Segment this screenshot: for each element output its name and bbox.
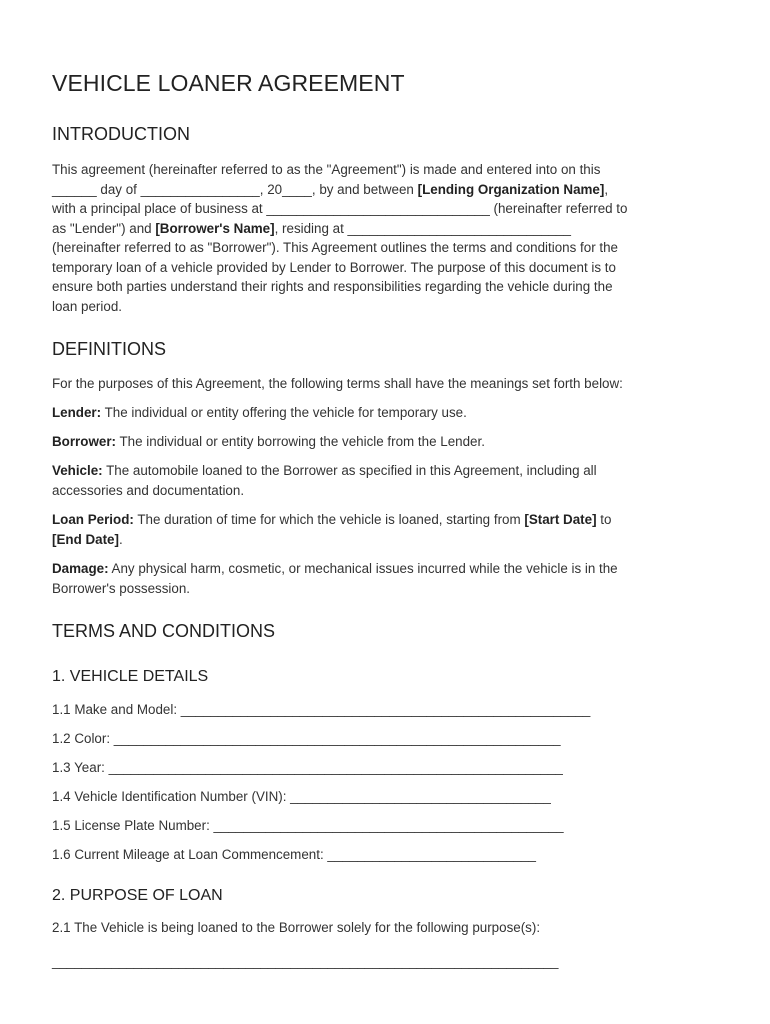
loan-period-definition-1: The duration of time for which the vehicle is loaned, starting from [133,512,525,527]
intro-line-2-text: ______ day of ________________, 20____, by and between [52,181,418,197]
intro-line-4 [52,219,732,239]
definition-damage [52,559,732,598]
intro-line-6: temporary loan of a vehicle provided by Lender to Borrower. The purpose of this document is to [52,259,616,275]
introduction-heading: INTRODUCTION [52,124,190,144]
purpose-clause-text: 2.1 The Vehicle is being loaned to the Borrower solely for the following purpose(s): [52,920,541,935]
definitions-heading: DEFINITIONS [52,339,167,359]
document-title: VEHICLE LOANER AGREEMENT [52,70,405,96]
borrower-name-placeholder: [Borrower's Name] [155,220,275,236]
borrower-term: Borrower: [52,434,116,449]
definition-loan-period [52,510,732,549]
vin-field: 1.4 Vehicle Identification Number (VIN): ___________________________________ [52,789,551,804]
lender-definition: The individual or entity offering the vehicle for temporary use. [101,405,467,420]
definition-lender [52,403,732,423]
intro-line-8: loan period. [52,298,122,314]
borrower-definition: The individual or entity borrowing the vehicle from the Lender. [116,434,485,449]
vehicle-detail-vin [52,787,732,807]
loan-period-term: Loan Period: [52,512,134,527]
vehicle-details-heading: 1. VEHICLE DETAILS [52,668,209,685]
purpose-blank-line: ____________________________________________________________________ [52,954,559,969]
vehicle-detail-license-plate [52,816,732,836]
definition-borrower [52,432,732,452]
intro-line-5: (hereinafter referred to as "Borrower"). This Agreement outlines the terms and conditions for the [52,240,618,255]
vehicle-detail-make-model [52,700,732,720]
loan-period-definition-2: to [596,512,612,527]
color-field: 1.2 Color: ____________________________________________________________ [52,731,561,746]
make-model-field: 1.1 Make and Model: _______________________________________________________ [52,702,591,717]
damage-definition-line-1: Any physical harm, cosmetic, or mechanical issues incurred while the vehicle is in the [108,561,618,576]
vehicle-detail-year [52,758,732,778]
purpose-blank [52,952,732,972]
license-plate-field: 1.5 License Plate Number: _______________________________________________ [52,818,564,833]
damage-definition-line-2: Borrower's possession. [52,580,191,596]
damage-term: Damage: [52,561,109,576]
start-date-placeholder: [Start Date] [524,512,597,527]
intro-line-4-text: as "Lender") and [52,220,156,236]
vehicle-definition-line-2: accessories and documentation. [52,482,245,498]
intro-line-3: with a principal place of business at ______________________________ (hereinafter referred to [52,201,628,216]
vehicle-detail-color [52,729,732,749]
year-field: 1.3 Year: _____________________________________________________________ [52,760,563,775]
intro-line-7: ensure both parties understand their rights and responsibilities regarding the vehicle during the [52,279,613,294]
intro-line-2-comma: , [604,181,609,197]
intro-line-1: This agreement (hereinafter referred to as the "Agreement") is made and entered into on this [52,162,601,177]
lending-organization-placeholder: [Lending Organization Name] [417,181,605,197]
definitions-intro [52,374,732,394]
purpose-clause [52,918,732,938]
mileage-field: 1.6 Current Mileage at Loan Commencement: ____________________________ [52,847,536,862]
vehicle-definition-line-1: The automobile loaned to the Borrower as specified in this Agreement, including all [102,463,597,478]
vehicle-term: Vehicle: [52,463,103,478]
definition-vehicle [52,461,732,500]
terms-heading: TERMS AND CONDITIONS [52,621,276,641]
end-date-placeholder: [End Date] [52,531,119,547]
loan-period-definition-3: . [118,531,123,547]
vehicle-detail-mileage [52,845,732,865]
intro-line-2 [52,180,732,200]
introduction-paragraph [52,160,732,316]
lender-term: Lender: [52,405,102,420]
intro-line-4-residence: , residing at ______________________________ [274,220,571,236]
definitions-intro-text: For the purposes of this Agreement, the following terms shall have the meanings set forth below: [52,376,623,391]
purpose-of-loan-heading: 2. PURPOSE OF LOAN [52,887,223,904]
